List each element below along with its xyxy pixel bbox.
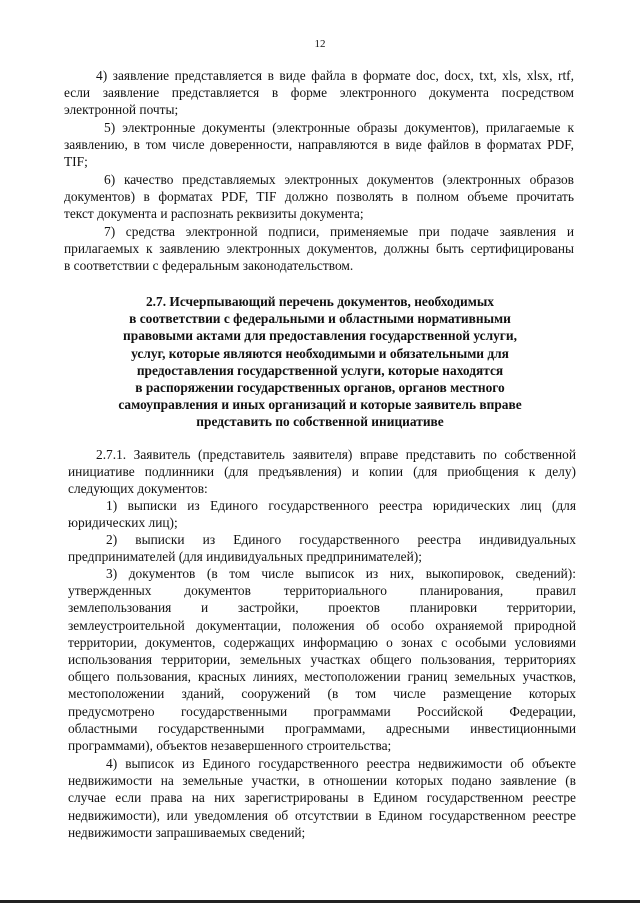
heading-line: в распоряжении государственных органов, органов местного [135,380,505,396]
heading-line: услуг, которые являются необходимыми и обязательными для [131,345,509,361]
list-item-7 [64,223,574,275]
text-line: использования территории, земельных участках общего пользования, территориях [68,652,576,668]
text-line: 2.7.1. Заявитель (представитель заявителя) вправе представить по собственной [96,447,576,462]
text-line: предусмотрено государственными программами Российской Федерации, [68,703,576,719]
text-line: 6) качество представляемых электронных документов (электронных образов [104,172,574,187]
heading-line: 2.7. Исчерпывающий перечень документов, необходимых [145,294,494,309]
text-line: программами), объектов незавершенного строительства; [68,738,392,754]
text-line: заявлению, в том числе доверенности, направляются в виде файлов в форматах PDF, [64,137,574,153]
text-line: 1) выписки из Единого государственного реестра юридических лиц (для [106,498,576,513]
text-line: 4) заявление представляется в виде файла в формате doc, docx, txt, xls, xlsx, rtf, [96,68,574,83]
text-line: 3) документов (в том числе выписок из них, выкопировок, сведений): [106,566,576,581]
text-line: TIF; [64,154,88,170]
text-line: текст документа и распознать реквизиты документа; [64,206,364,222]
text-line: 4) выписок из Единого государственного реестра недвижимости об объекте [106,756,576,771]
text-line: следующих документов: [68,481,208,497]
section-item-3 [68,565,576,754]
section-heading [60,293,580,431]
heading-line: предоставления государственной услуги, которые находятся [136,362,504,378]
text-line: 2) выписки из Единого государственного реестра индивидуальных [106,532,576,547]
text-line: электронной почты; [64,102,179,118]
text-line: предпринимателей (для индивидуальных предпринимателей); [68,549,422,565]
list-item-5 [64,119,574,171]
text-line: недвижимости), или уведомления об отсутствии в Едином государственном реестре [68,807,576,823]
text-line: прилагаемых к заявлению электронных документов, должны быть сертифицированы [64,241,574,257]
text-line: документов) в форматах PDF, TIF должно позволять в полном объеме прочитать [64,189,574,205]
text-line: 7) средства электронной подписи, применяемые при подаче заявления и [104,224,574,239]
text-line: областными государственными программами, адресными инвестиционными [68,720,576,736]
paragraph-2-7-1 [68,446,576,498]
heading-line: самоуправления и иных организаций и которые заявитель вправе [118,397,522,413]
text-line: общего пользования, красных линиях, местоположении границ земельных участков, [68,669,576,685]
section-item-4 [68,755,576,841]
text-line: территории, документов, содержащих информацию о зонах с особыми условиями [68,634,576,650]
page-number: 12 [314,38,326,50]
text-line: инициативе подлинники (для предъявления) и копии (для приобщения к делу) [68,464,576,480]
page-bottom-edge [0,900,640,903]
text-line: в соответствии с федеральным законодательством. [64,258,354,274]
list-item-4 [64,67,574,119]
text-line: 5) электронные документы (электронные образы документов), прилагаемые к [104,120,574,135]
list-item-6 [64,171,574,223]
text-line: землеустроительной документации, положения об особо охраняемой природной [68,617,576,633]
text-line: случае если права на них зарегистрированы в Едином государственном реестре [68,790,576,806]
text-line: местоположении зданий, сооружений (в том числе размещение которых [68,686,576,702]
text-line: недвижимости на земельные участки, в отношении которых подано заявление (в [68,773,576,789]
section-item-1 [68,497,576,531]
heading-line: правовыми актами для предоставления государственной услуги, [123,328,517,344]
heading-line: представить по собственной инициативе [196,414,444,430]
text-line: утвержденных документов территориального планирования, правил [68,583,576,599]
text-line: землепользования и застройки, проектов планировки территории, [68,600,576,616]
section-item-2 [68,531,576,565]
text-line: недвижимости запрашиваемых сведений; [68,824,306,840]
heading-line: в соответствии с федеральными и областными нормативными [129,311,511,327]
text-line: юридических лиц); [68,515,178,531]
text-line: если заявление представляется в форме электронного документа посредством [64,85,574,101]
